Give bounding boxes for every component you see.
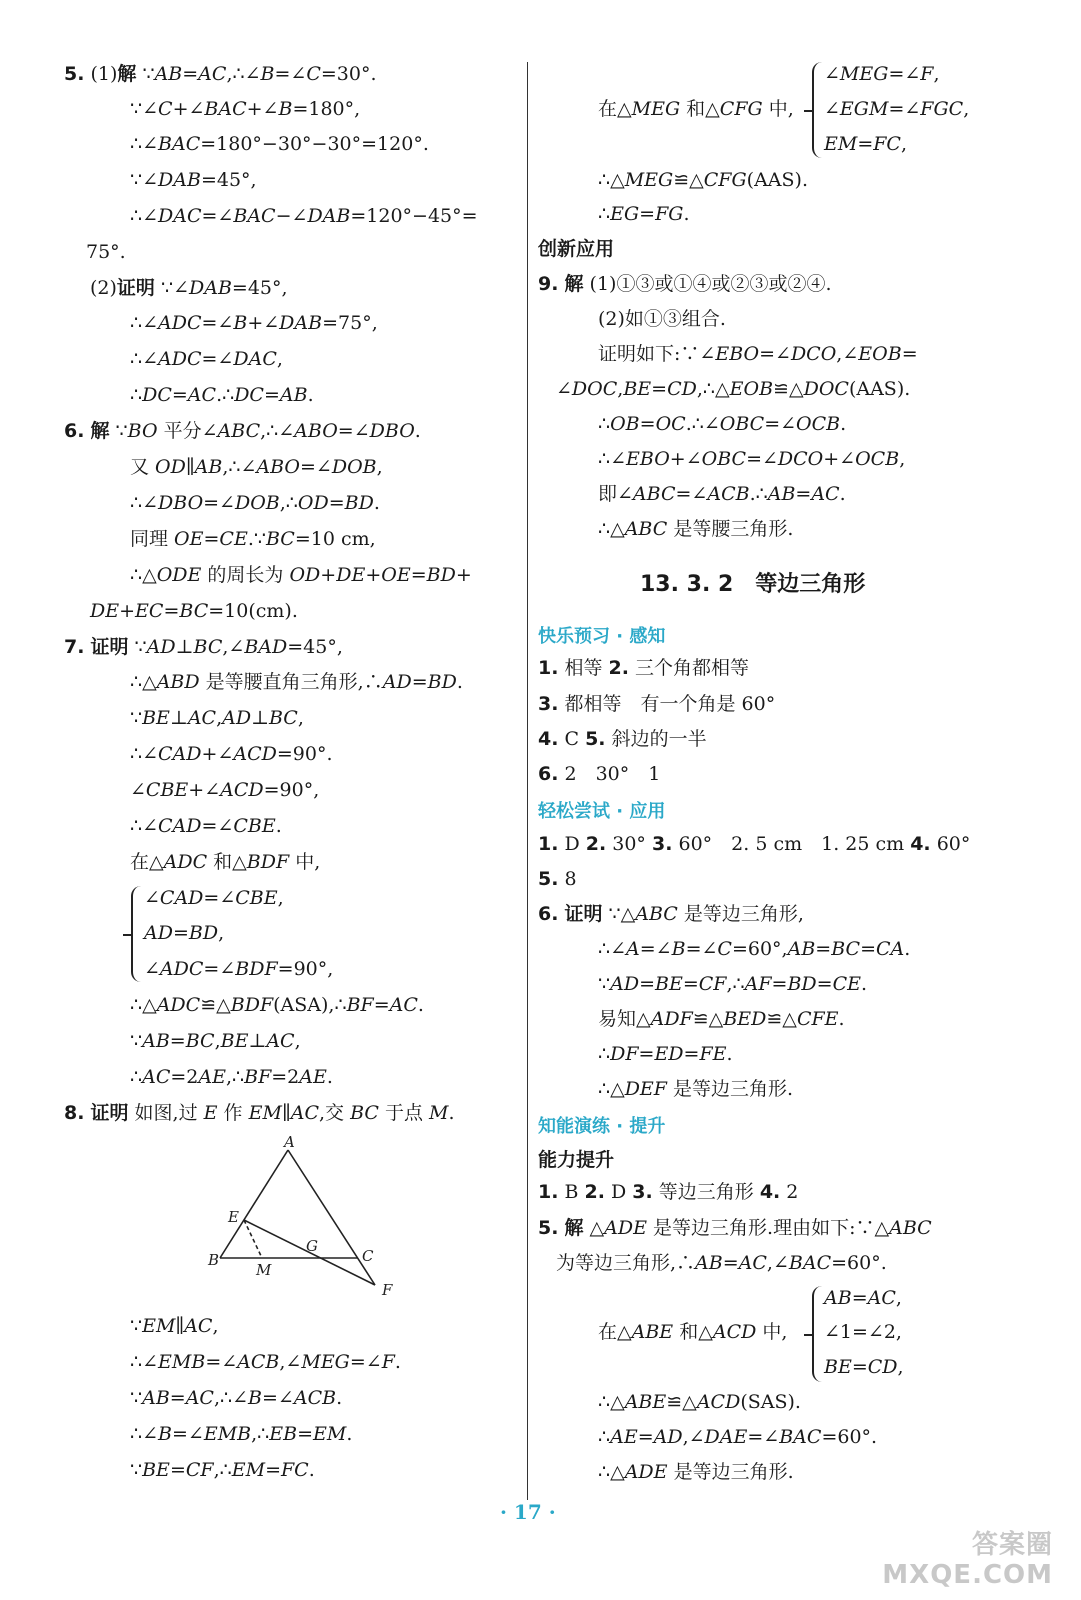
right-line-8: (2)如①③组合. [598, 308, 726, 330]
column-divider [527, 62, 528, 1500]
left-line-27: ∴△ADC≌△BDF(ASA),∴BF=AC. [130, 994, 424, 1016]
right-line-12: ∴∠EBO+∠OBC=∠DCO+∠OCB, [598, 448, 906, 470]
right-line-16: 3. 都相等 有一个角是 60° [538, 693, 776, 715]
left-line-31: ∵EM∥AC, [130, 1315, 219, 1337]
right-line-2: 在△MEG 和△CFG 中, [598, 98, 794, 120]
left-line-21: ∠CBE+∠ACD=90°, [130, 779, 320, 801]
right-line-25: ∴DF=ED=FE. [598, 1043, 733, 1065]
left-line-20: ∴∠CAD+∠ACD=90°. [130, 743, 333, 765]
left-line-6: 75°. [86, 241, 126, 263]
left-line-23: 在△ADC 和△BDF 中, [130, 851, 321, 873]
heading-practice: 知能演练 · 提升 [538, 1116, 666, 1137]
left-line-18: ∴△ABD 是等腰直角三角形,∴AD=BD. [130, 671, 463, 693]
right-line-20: 5. 8 [538, 868, 577, 890]
left-line-5: ∴∠DAC=∠BAC−∠DAB=120°−45°= [130, 205, 478, 227]
left-line-34: ∴∠B=∠EMB,∴EB=EM. [130, 1423, 353, 1445]
right-line-22: ∴∠A=∠B=∠C=60°,AB=BC=CA. [598, 938, 911, 960]
right-line-5: ∴△MEG≌△CFG(AAS). [598, 169, 808, 191]
right-line-11: ∴OB=OC.∴∠OBC=∠OCB. [598, 413, 847, 435]
left-line-33: ∵AB=AC,∴∠B=∠ACB. [130, 1387, 343, 1409]
watermark-logo: 答案圈 MXQE.COM [882, 1530, 1053, 1590]
left-line-1: 5. (1)解 ∵AB=AC,∴∠B=∠C=30°. [64, 63, 377, 85]
heading-try: 轻松尝试 · 应用 [538, 801, 666, 822]
right-line-3: ∠EGM=∠FGC, [824, 98, 970, 120]
left-line-13: ∴∠DBO=∠DOB,∴OD=BD. [130, 492, 380, 514]
right-line-35: ∴AE=AD,∠DAE=∠BAC=60°. [598, 1426, 878, 1448]
left-line-26: ∠ADC=∠BDF=90°, [144, 958, 334, 980]
label-E: E [228, 1208, 239, 1226]
left-line-25: AD=BD, [144, 922, 225, 944]
label-A: A [284, 1135, 295, 1151]
left-line-4: ∵∠DAB=45°, [130, 169, 257, 191]
right-line-6: ∴EG=FG. [598, 203, 690, 225]
right-line-24: 易知△ADF≌△BED≌△CFE. [598, 1008, 845, 1030]
right-line-1: ∠MEG=∠F, [824, 63, 940, 85]
left-line-7: (2)证明 ∵∠DAB=45°, [90, 277, 288, 299]
left-line-14: 同理 OE=CE.∵BC=10 cm, [130, 528, 376, 550]
right-line-14: ∴△ABC 是等腰三角形. [598, 518, 794, 540]
right-line-10: ∠DOC,BE=CD,∴△EOB≌△DOC(AAS). [556, 378, 911, 400]
right-line-31: 在△ABE 和△ACD 中, [598, 1321, 788, 1343]
right-line-32: ∠1=∠2, [824, 1321, 902, 1343]
left-line-17: 7. 证明 ∵AD⊥BC,∠BAD=45°, [64, 636, 343, 658]
right-line-17: 4. C 5. 斜边的一半 [538, 728, 707, 750]
left-line-35: ∵BE=CF,∴EM=FC. [130, 1459, 315, 1481]
right-line-29: 为等边三角形,∴AB=AC,∠BAC=60°. [556, 1252, 887, 1274]
right-line-7: 9. 解 (1)①③或①④或②③或②④. [538, 273, 832, 295]
left-line-29: ∴AC=2AE,∴BF=2AE. [130, 1066, 333, 1088]
right-line-33: BE=CD, [824, 1356, 904, 1378]
label-B: B [208, 1251, 220, 1269]
left-line-32: ∴∠EMB=∠ACB,∠MEG=∠F. [130, 1351, 401, 1373]
left-line-30: 8. 证明 如图,过 E 作 EM∥AC,交 BC 于点 M. [64, 1102, 455, 1124]
left-line-15: ∴△ODE 的周长为 OD+DE+OE=BD+ [130, 564, 472, 586]
right-line-28: 5. 解 △ADE 是等边三角形.理由如下:∵△ABC [538, 1217, 932, 1239]
triangle-figure [200, 1135, 410, 1310]
right-line-19: 1. D 2. 30° 3. 60° 2. 5 cm 1. 25 cm 4. 60° [538, 833, 971, 855]
right-line-34: ∴△ABE≌△ACD(SAS). [598, 1391, 801, 1413]
left-line-3: ∴∠BAC=180°−30°−30°=120°. [130, 133, 429, 155]
section-title: 13. 3. 2 等边三角形 [640, 572, 866, 597]
page-number: · 17 · [500, 1500, 556, 1524]
label-C: C [362, 1247, 374, 1265]
brace-7 [131, 886, 143, 982]
label-G: G [306, 1237, 318, 1255]
label-F: F [382, 1281, 393, 1299]
right-line-15: 1. 相等 2. 三个角都相等 [538, 657, 750, 679]
left-line-11: 6. 解 ∵BO 平分∠ABC,∴∠ABO=∠DBO. [64, 420, 421, 442]
left-line-2: ∵∠C+∠BAC+∠B=180°, [130, 98, 361, 120]
right-line-23: ∵AD=BE=CF,∴AF=BD=CE. [598, 973, 868, 995]
heading-ability: 能力提升 [538, 1149, 615, 1171]
left-line-22: ∴∠CAD=∠CBE. [130, 815, 282, 837]
left-line-10: ∴DC=AC.∴DC=AB. [130, 384, 314, 406]
left-line-16: DE+EC=BC=10(cm). [90, 600, 298, 622]
right-line-26: ∴△DEF 是等边三角形. [598, 1078, 794, 1100]
right-line-36: ∴△ADE 是等边三角形. [598, 1461, 794, 1483]
brace-8 [812, 62, 824, 158]
heading-innovation: 创新应用 [538, 238, 615, 260]
heading-preview: 快乐预习 · 感知 [538, 626, 666, 647]
left-line-28: ∵AB=BC,BE⊥AC, [130, 1030, 301, 1052]
right-line-13: 即∠ABC=∠ACB.∴AB=AC. [598, 483, 846, 505]
right-line-18: 6. 2 30° 1 [538, 763, 661, 785]
left-line-8: ∴∠ADC=∠B+∠DAB=75°, [130, 312, 378, 334]
left-line-12: 又 OD∥AB,∴∠ABO=∠DOB, [130, 456, 383, 478]
left-line-24: ∠CAD=∠CBE, [144, 887, 284, 909]
right-line-4: EM=FC, [824, 133, 908, 155]
label-M: M [256, 1261, 272, 1279]
left-line-9: ∴∠ADC=∠DAC, [130, 348, 283, 370]
right-line-21: 6. 证明 ∵△ABC 是等边三角形, [538, 903, 804, 925]
right-line-30: AB=AC, [824, 1287, 902, 1309]
left-line-19: ∵BE⊥AC,AD⊥BC, [130, 707, 304, 729]
right-line-9: 证明如下:∵∠EBO=∠DCO,∠EOB= [598, 343, 918, 365]
right-line-27: 1. B 2. D 3. 等边三角形 4. 2 [538, 1181, 799, 1203]
brace-r5 [812, 1286, 824, 1382]
